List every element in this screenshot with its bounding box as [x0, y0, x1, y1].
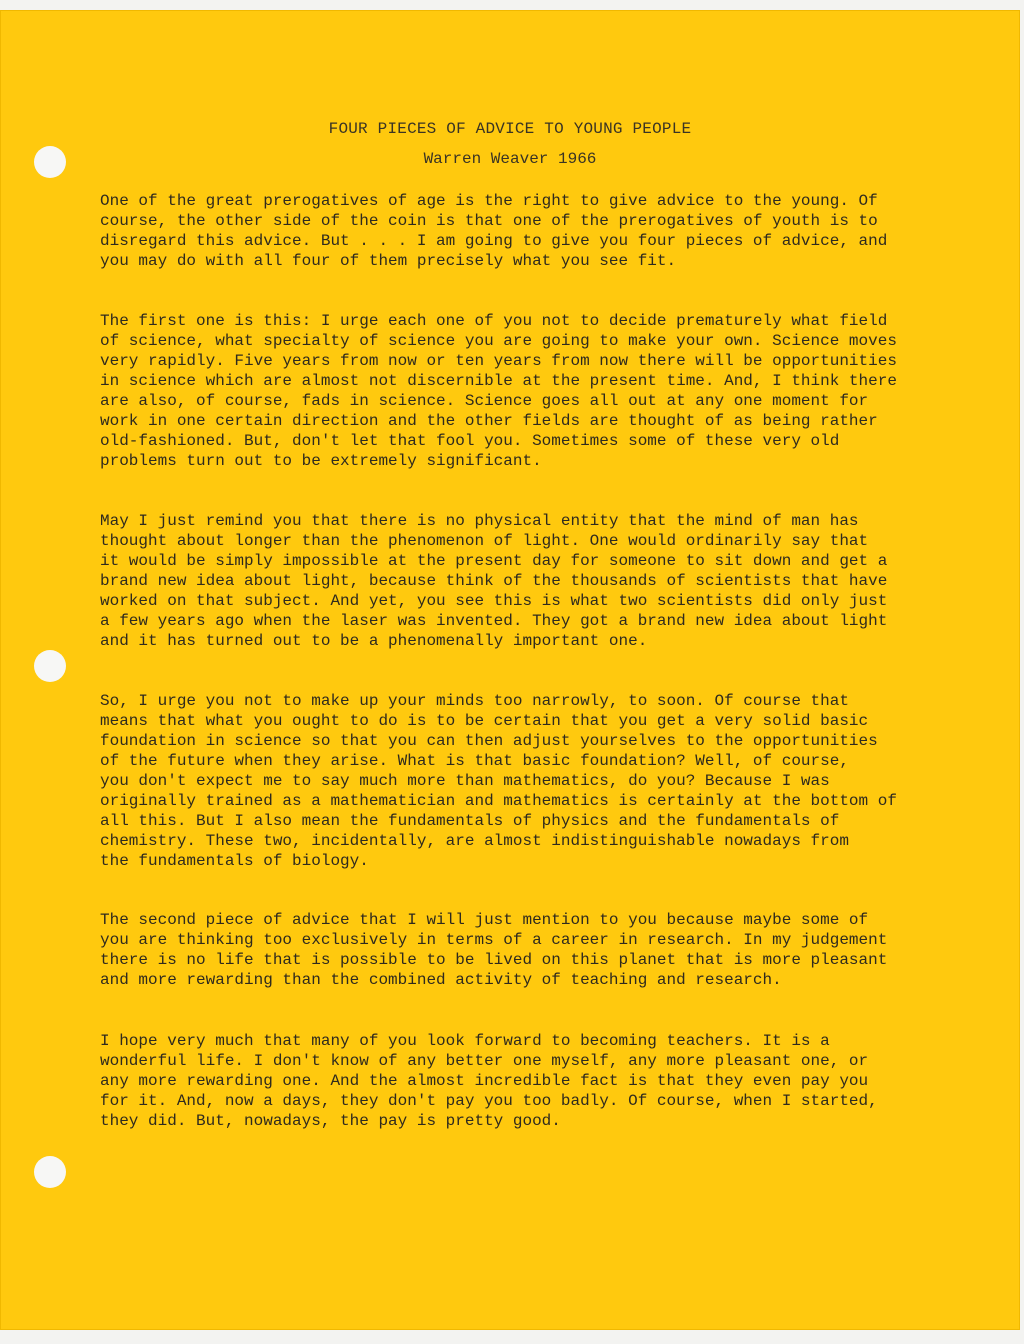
punch-hole	[34, 650, 66, 682]
document-title: FOUR PIECES OF ADVICE TO YOUNG PEOPLE	[328, 120, 692, 138]
paragraph-intro: One of the great prerogatives of age is the right to give advice to the young. Of course, the other side of the coin is that one of the prerogatives of youth is to disregard this advice. But . . . I am going to give you four pieces of advice, and you may do with all four of them precisely what you see fit.	[100, 192, 888, 270]
punch-hole	[34, 1156, 66, 1188]
paragraph-light-example: May I just remind you that there is no physical entity that the mind of man has thought about longer than the phenomenon of light. One would ordinarily say that it would be simply impossible at the present day for someone to sit down and get a brand new idea about light, because think of the thousands of scientists that have worked on that subject. And yet, you see this is what two scientists did only just a few years ago when the laser was invented. They got a brand new idea about light and it has turned out to be a phenomenally important one.	[100, 512, 888, 650]
paragraph-second-advice: The second piece of advice that I will just mention to you because maybe some of you are thinking too exclusively in terms of a career in research. In my judgement there is no life that is possible to be lived on this planet that is more pleasant and more rewarding than the combined activity of teaching and research.	[100, 911, 888, 989]
paragraph-teaching: I hope very much that many of you look forward to becoming teachers. It is a wonderful life. I don't know of any better one myself, any more pleasant one, or any more rewarding one. And the almost incredible fact is that they even pay you for it. And, now a days, they don't pay you too badly. Of course, when I started, they did. But, nowadays, the pay is pretty good.	[100, 1032, 878, 1130]
paragraph-basic-foundation: So, I urge you not to make up your minds too narrowly, to soon. Of course that means that what you ought to do is to be certain that you get a very solid basic foundation in science so that you can then adjust yourselves to the opportunities of the future when they arise. What is that basic foundation? Well, of course, you don't expect me to say much more than mathematics, do you? Because I was originally trained as a mathematician and mathematics is certainly at the bottom of all this. But I also mean the fundamentals of physics and the fundamentals of chemistry. These two, incidentally, are almost indistinguishable nowadays from the fundamentals of biology.	[100, 692, 897, 870]
paragraph-first-advice: The first one is this: I urge each one of you not to decide prematurely what field of science, what specialty of science you are going to make your own. Science moves very rapidly. Five years from now or ten years from now there will be opportunities in science which are almost not discernible at the present time. And, I think there are also, of course, fads in science. Science goes all out at any one moment for work in one certain direction and the other fields are thought of as being rather old-fashioned. But, don't let that fool you. Sometimes some of these very old problems turn out to be extremely significant.	[100, 312, 897, 470]
paper-sheet	[0, 10, 1020, 1330]
author-line: Warren Weaver 1966	[423, 150, 597, 168]
